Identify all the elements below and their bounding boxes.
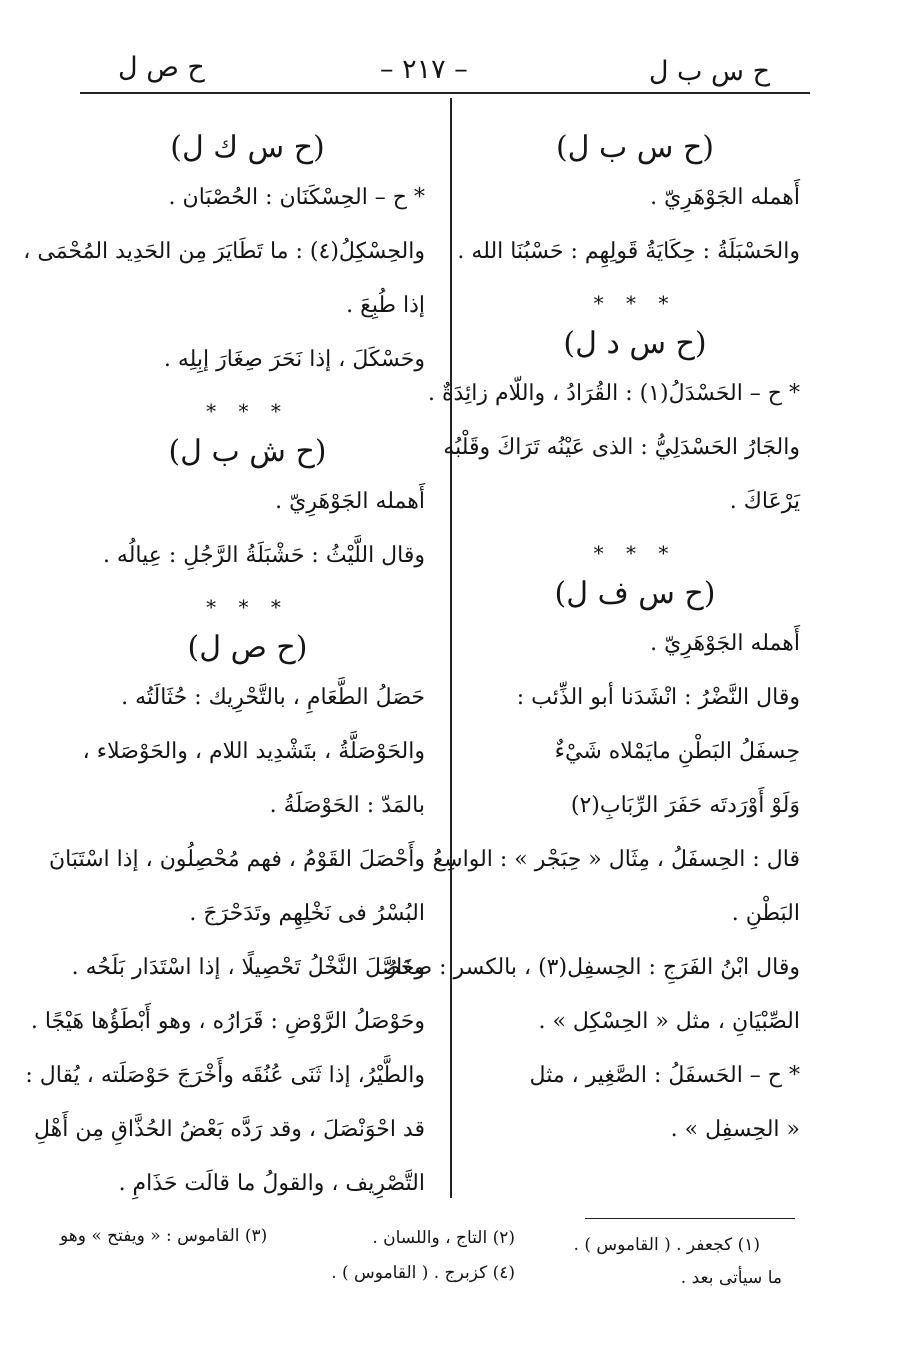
- text-line: وقال ابْنُ الفَرَجِ : الحِسفِل(٣) ، بالكسر : صِغَارُ: [385, 955, 800, 980]
- entry-heading: (ح ش ب ل): [168, 434, 327, 469]
- header-root-left: ح ص ل: [118, 52, 205, 83]
- text-line: حَصَلُ الطَّعَامِ ، بالتَّحْرِيك : حُثَالَتُه .: [121, 685, 425, 710]
- column-divider: [450, 98, 452, 1198]
- entry-heading: (ح س ك ل): [170, 130, 325, 165]
- section-separator: * * *: [206, 595, 289, 619]
- section-separator: * * *: [593, 291, 677, 315]
- footnote-2: (٢) التاج ، واللسان .: [372, 1228, 515, 1248]
- text-line: « الحِسفِل » .: [670, 1117, 800, 1142]
- text-line: والحَوْصَلَّةُ ، بتَشْدِيد اللام ، والحَوْصَلاء ،: [82, 739, 425, 764]
- text-line: وَلَوْ أَوْرَدتَه حَفَرَ الرِّبَابِ(٢): [570, 793, 800, 818]
- text-line: * ح – الحَسْدَلُ(١) : القُرَادُ ، واللّام زائِدَةٌ .: [428, 381, 800, 406]
- footnote-4: (٤) كزبرج . ( القاموس ) .: [331, 1263, 515, 1283]
- text-line: وأَحْصَلَ القَوْمُ ، فهم مُحْصِلُون ، إذا اسْتَبَانَ: [48, 847, 425, 872]
- text-line: البَطْنِ .: [731, 901, 800, 926]
- text-line: بالمَدّ : الحَوْصَلَةُ .: [269, 793, 425, 818]
- header-root-right: ح س ب ل: [648, 56, 770, 87]
- text-line: الصِّبْيَانِ ، مثل « الحِسْكِل » .: [538, 1009, 800, 1034]
- text-line: أَهمله الجَوْهَرِيّ .: [650, 631, 800, 656]
- text-line: وحَصَّلَ النَّخْلُ تَحْصِيلًا ، إذا اسْتَدَار بَلَحُه .: [71, 955, 425, 980]
- footnote-1-continuation: ما سيأتى بعد .: [680, 1268, 782, 1288]
- header-rule: [80, 92, 810, 94]
- text-line: والطَّيْرُ، إذا ثَنَى عُنُقَه وأَخْرَجَ حَوْصَلَته ، يُقال :: [25, 1063, 425, 1088]
- text-line: والحَسْبَلَةُ : حِكَايَةُ قَولِهِم : حَسْبُنَا الله .: [457, 239, 800, 264]
- text-line: حِسفَلُ البَطْنِ مايَمْلاه شَيْءٌ: [554, 739, 800, 764]
- text-line: وحَسْكَلَ ، إذا نَحَرَ صِغَارَ إبِلِه .: [163, 347, 425, 372]
- page-header: [70, 46, 820, 96]
- text-line: أَهمله الجَوْهَرِيّ .: [650, 185, 800, 210]
- text-line: وحَوْصَلُ الرَّوْضِ : قَرَارُه ، وهو أَبْطَؤُها هَيْجًا .: [30, 1009, 425, 1034]
- entry-heading: (ح س د ل): [563, 326, 707, 361]
- text-line: * ح – الحِسْكَنَان : الحُصْبَان .: [168, 185, 425, 210]
- page-number: – ٢١٧ –: [380, 54, 468, 85]
- section-separator: * * *: [206, 399, 289, 423]
- left-column: [23, 130, 425, 1224]
- text-line: * ح – الحَسفَلُ : الصَّغِير ، مثل: [529, 1063, 800, 1088]
- entry-heading: (ح س ب ل): [555, 130, 715, 165]
- text-line: قد احْوَنْصَلَ ، وقد رَدَّه بَعْضُ الحُذَّاقِ مِن أَهْلِ: [33, 1117, 425, 1142]
- section-separator: * * *: [593, 541, 677, 565]
- entry-heading: (ح س ف ل): [554, 576, 716, 611]
- footnote-rule: [585, 1218, 795, 1219]
- text-line: التَّصْرِيف ، والقولُ ما قالَت حَذَامِ .: [118, 1171, 425, 1196]
- text-line: يَرْعَاكَ .: [729, 489, 800, 514]
- text-line: أَهمله الجَوْهَرِيّ .: [275, 489, 425, 514]
- text-line: البُسْرُ فى نَخْلِهِم وتَدَحْرَجَ .: [189, 901, 425, 926]
- text-line: إذا طُبِعَ .: [346, 293, 425, 318]
- footnote-3: (٣) القاموس : « ويفتح » وهو: [60, 1226, 268, 1246]
- text-line: وقال اللَّيْثُ : حَشْبَلَةُ الرَّجُلِ : عِيالُه .: [102, 543, 425, 568]
- text-line: وقال النَّضْرُ : انْشَدَنا أبو الذِّئب :: [516, 685, 800, 710]
- text-line: والحِسْكِلُ(٤) : ما تَطَايَرَ مِن الحَدِيد المُحْمَى ،: [23, 239, 425, 264]
- text-line: والجَارُ الحَسْدَلِيُّ : الذى عَيْنُه تَرَاكَ وقَلْبُه: [443, 435, 800, 460]
- footnote-1: (١) كجعفر . ( القاموس ) .: [573, 1235, 760, 1255]
- text-line: قال : الحِسفَلُ ، مِثَال « حِبَجْر » : الواسِعُ: [432, 847, 800, 872]
- entry-heading: (ح ص ل): [187, 630, 308, 665]
